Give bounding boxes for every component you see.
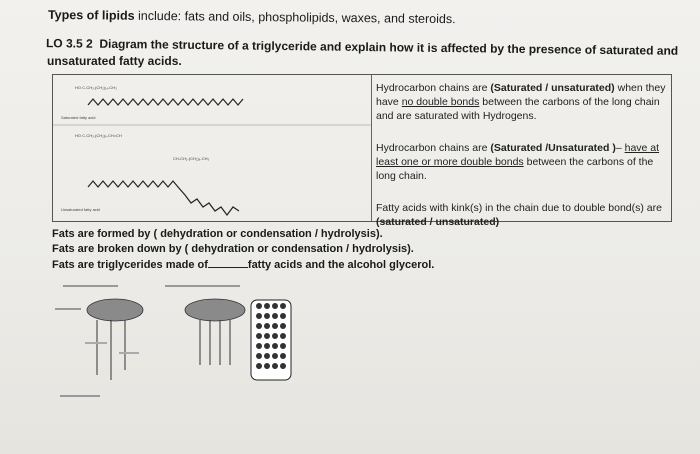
- fill-in-blank[interactable]: [208, 258, 248, 268]
- row-unsaturated-text: Hydrocarbon chains are (Saturated /Unsaturated )– have at least one or more double bonds between the carbons of the long chain.: [376, 142, 660, 182]
- label-smudge-4: [60, 395, 100, 397]
- unsaturated-label: Unsaturated fatty acid: [61, 207, 100, 212]
- unsaturated-choice: (Saturated /Unsaturated ): [490, 142, 616, 154]
- unsaturated-formula-label: HO C-CH₂-(CH₂)₆-CH=CH: [75, 133, 122, 138]
- label-smudge-1: [55, 308, 81, 310]
- caption-a-smudge: [63, 285, 118, 287]
- broken-statement: Fats are broken down by ( dehydration or condensation / hydrolysis).: [52, 243, 414, 255]
- glycerol-left-blob: [87, 299, 143, 321]
- title-bold: Types of lipids: [47, 7, 135, 23]
- unsaturated-chain-zigzag: [88, 181, 239, 215]
- no-double-bonds: no double bonds: [401, 96, 480, 108]
- formed-statement: Fats are formed by ( dehydration or condensation / hydrolysis).: [52, 228, 383, 240]
- lipid-table: [52, 74, 672, 228]
- objective-code: LO 3.5 2: [45, 36, 93, 51]
- space-filling-model: [251, 300, 291, 380]
- saturated-choice: (Saturated / unsaturated): [490, 82, 615, 94]
- label-smudge-3: [119, 352, 139, 354]
- fatty-acid-diagrams: [53, 75, 371, 223]
- row-kink-text: Fatty acids with kink(s) in the chain due to double bond(s) are (saturated / unsaturated): [376, 202, 662, 228]
- fatty-acid-tails-left: [97, 320, 125, 380]
- row-saturated-text: Hydrocarbon chains are (Saturated / unsaturated) when they have no double bonds between the carbons of the long chain and are saturated with Hydrogens.: [376, 82, 666, 122]
- triglyceride-illustration: [55, 280, 315, 420]
- saturated-chain-zigzag: [88, 99, 243, 105]
- page-title: [48, 8, 456, 26]
- objective-text-1: Diagram the structure of a triglyceride and explain how it is affected by the presence of saturated and: [99, 36, 679, 58]
- title-rest: include: fats and oils, phospholipids, waxes, and steroids.: [134, 8, 456, 27]
- unsaturated-formula-tail: CH-CH₂-(CH₂)₆-CH₃: [173, 156, 210, 161]
- fatty-acid-tails-right: [200, 320, 230, 365]
- caption-b-smudge: [165, 285, 240, 287]
- glycerol-right-blob: [185, 299, 245, 321]
- objective-line-2: unsaturated fatty acids.: [47, 54, 182, 68]
- saturated-label: Saturated fatty acid: [61, 115, 96, 120]
- saturated-formula-label: HO C-CH₂-(CH₂)₁₄-CH₃: [75, 85, 117, 90]
- table-divider: [371, 75, 372, 221]
- double-bonds-phrase: have at least one or more double bonds: [376, 142, 660, 168]
- made-statement: Fats are triglycerides made of fatty acids and the alcohol glycerol.: [52, 259, 435, 271]
- kink-choice: (saturated / unsaturated): [376, 216, 500, 228]
- label-smudge-2: [85, 342, 107, 344]
